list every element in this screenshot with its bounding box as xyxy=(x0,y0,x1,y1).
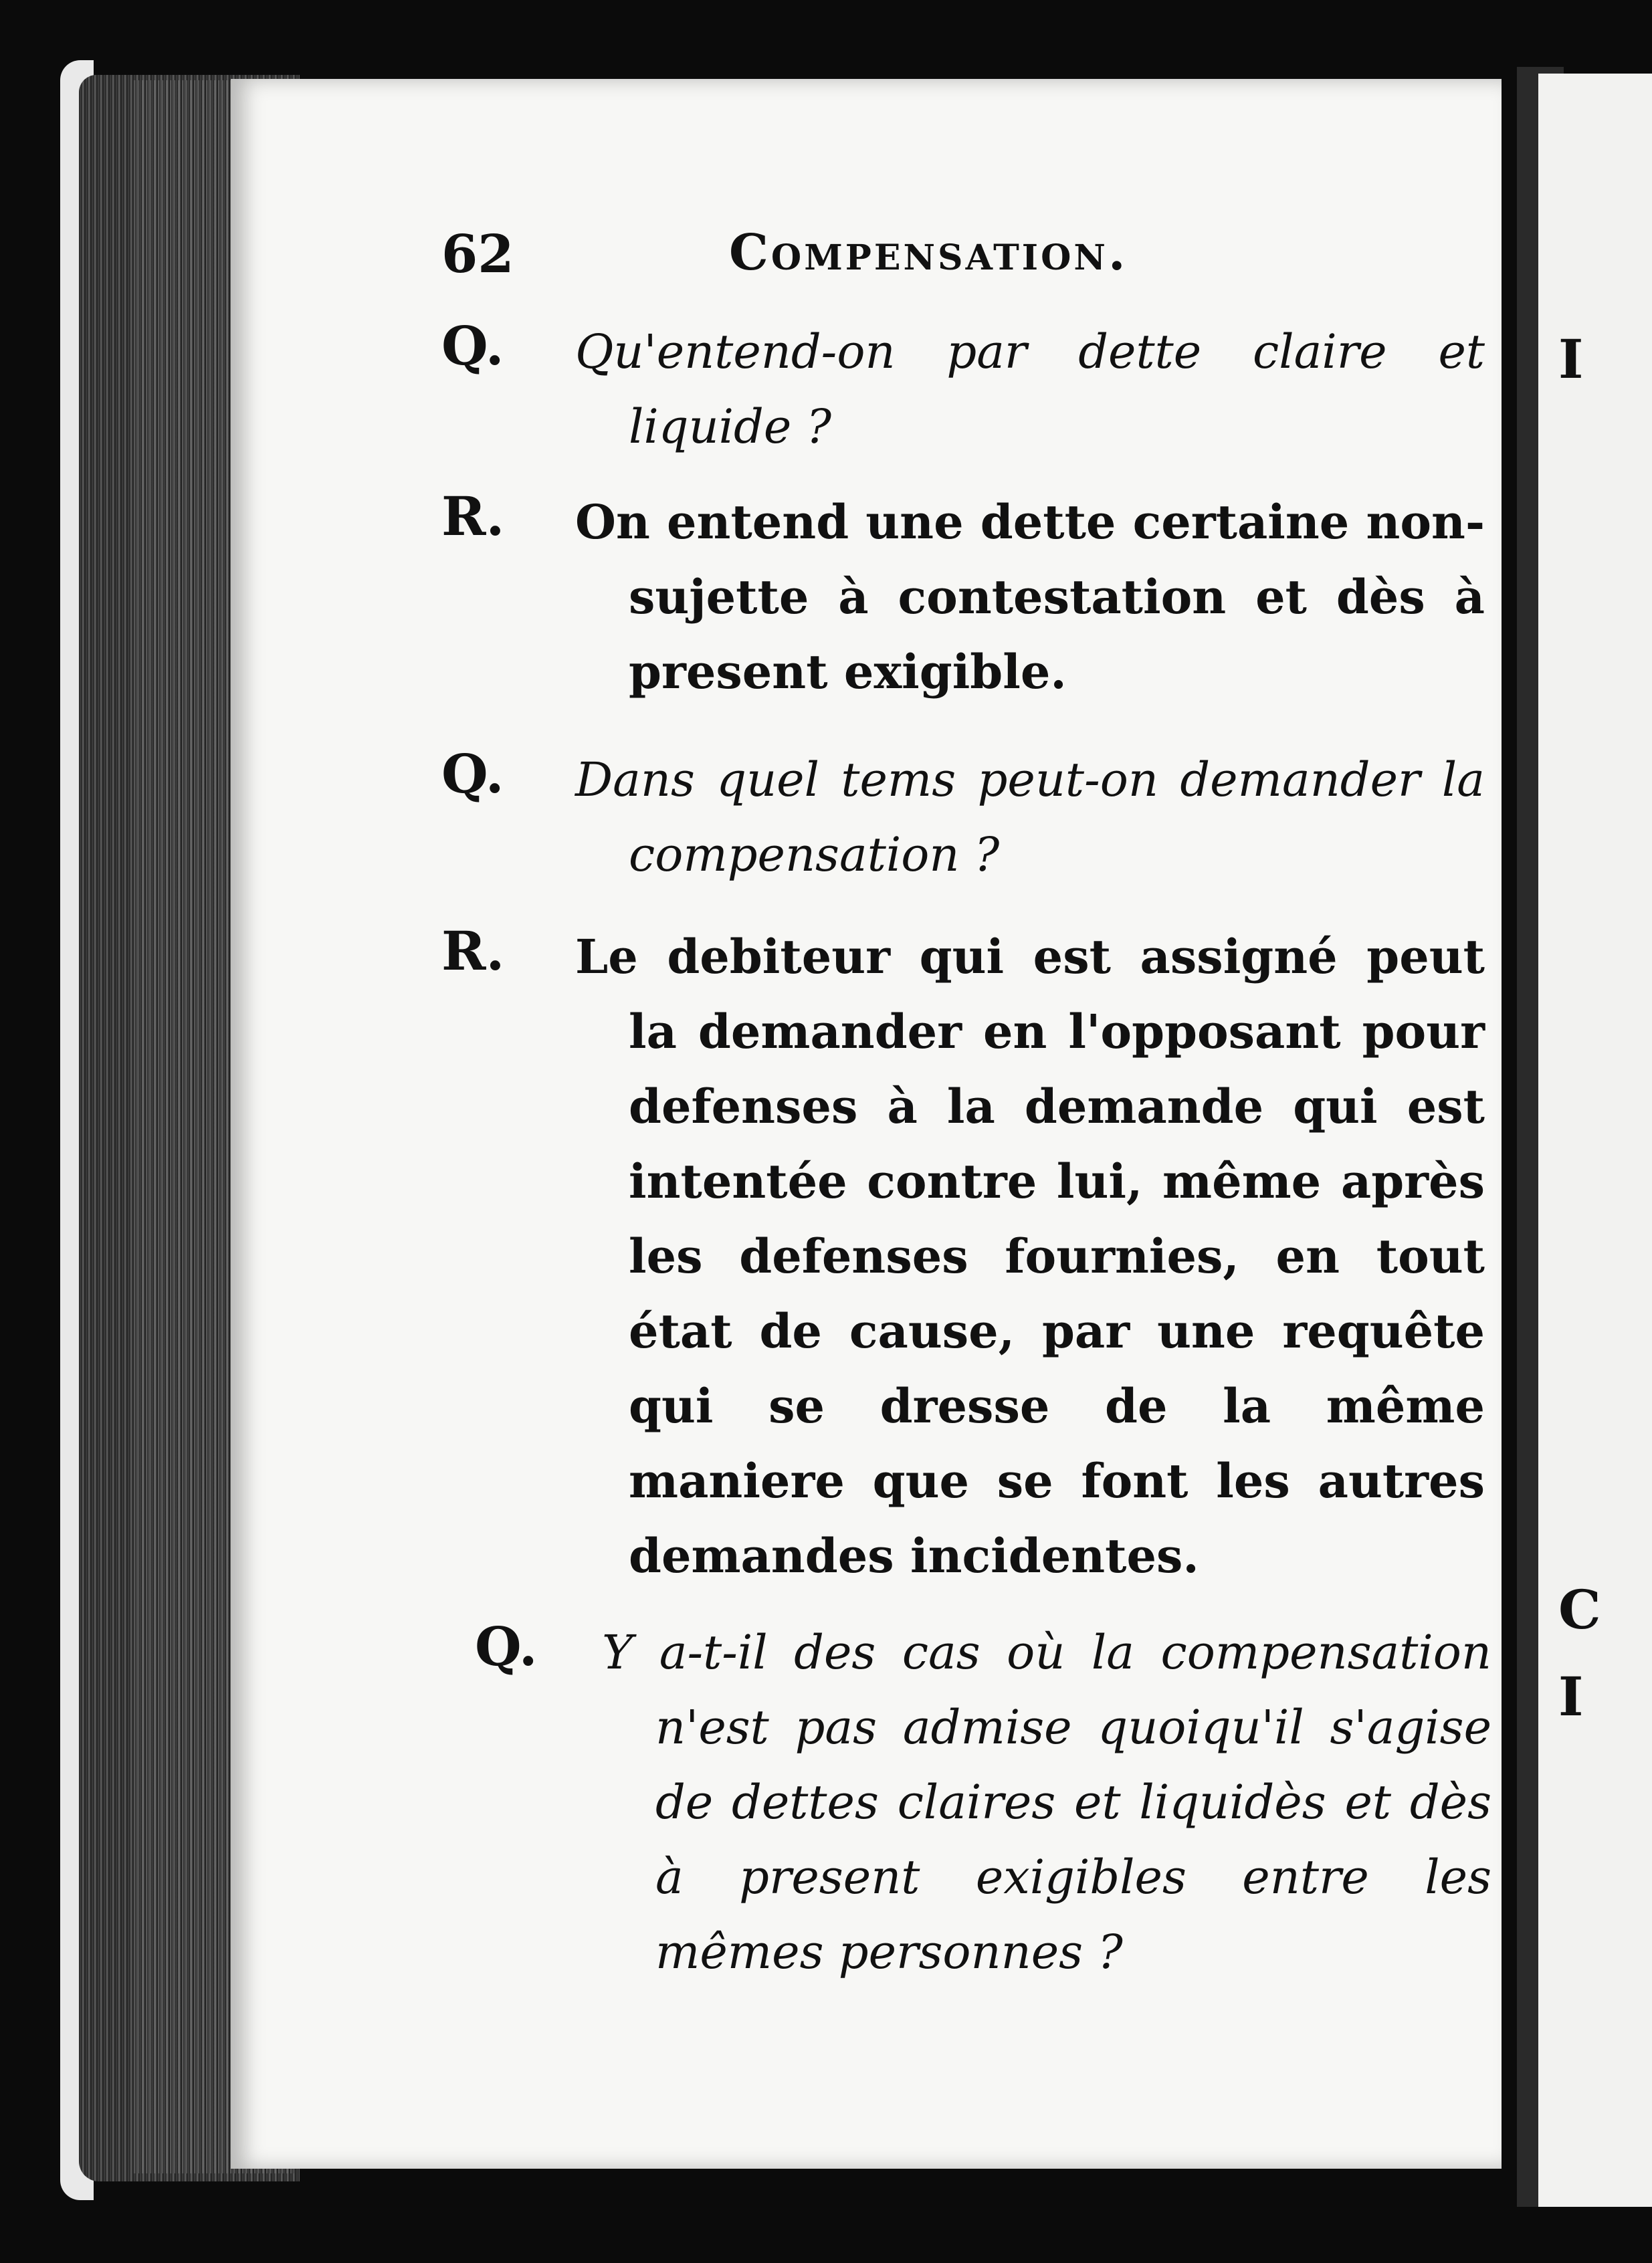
running-header xyxy=(441,224,1418,291)
facing-page-fragment: C xyxy=(1558,1578,1601,1641)
answer-marker: R. xyxy=(441,920,505,982)
answer-marker: R. xyxy=(441,485,505,548)
facing-page-fragment: I xyxy=(1558,328,1584,391)
answer-text: Le debiteur qui est assigné peut la demander en l'opposant pour defenses à la demande qui est intentée contre lui, même après les defenses fournies, en tout état de cause, par une requête qui se dresse de la même maniere que se font les autres demandes incidentes. xyxy=(575,929,1485,1584)
question-text: Dans quel tems peut-on demander la compensation ? xyxy=(575,752,1485,882)
question-entry xyxy=(441,742,1485,889)
question-entry xyxy=(441,1615,1491,1989)
question-text: Qu'entend-on par dette claire et liquide ? xyxy=(575,324,1485,454)
running-title: Compensation. xyxy=(729,224,1128,282)
facing-page-fragment: I xyxy=(1558,1665,1584,1728)
question-text: Y a-t-il des cas où la compensation n'est pas admise quoiqu'il s'agise de dettes claires et liquidès et dès à present exigibles entre les mêmes personnes ? xyxy=(602,1625,1491,1979)
page-number: 62 xyxy=(441,224,514,285)
question-marker: Q. xyxy=(441,742,504,805)
facing-page xyxy=(1538,74,1652,2207)
answer-text: On entend une dette certaine non-sujette à contestation et dès à present exigible. xyxy=(575,494,1485,699)
question-marker: Q. xyxy=(441,314,504,377)
answer-entry xyxy=(441,485,1485,706)
question-entry xyxy=(441,314,1485,454)
answer-entry xyxy=(441,920,1485,1584)
question-marker: Q. xyxy=(475,1615,538,1678)
